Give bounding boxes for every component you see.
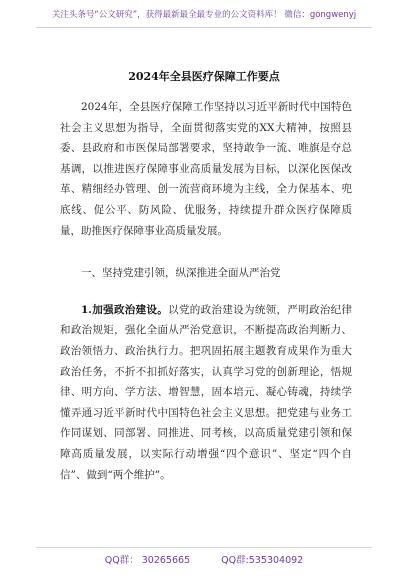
paragraph-spacer (60, 284, 352, 300)
item-1-label: 1.加强政治建设。 (81, 303, 169, 316)
item-1-paragraph (60, 300, 352, 485)
footer-divider (36, 547, 372, 548)
paragraph-spacer (60, 241, 352, 263)
footer (0, 552, 408, 566)
header-banner: 关注头条号“公文研究”，获得最新最全最专业的公文资料库！ 微信：gongwenyj (51, 10, 357, 20)
document-body (60, 97, 352, 485)
document-title: 2024年全县医疗保障工作要点 (128, 70, 280, 83)
section-heading-1: 一、坚持党建引领，纵深推进全面从严治党 (81, 267, 281, 280)
header-divider (36, 27, 372, 28)
footer-qq-group-2: QQ群:535304092 (221, 555, 304, 566)
intro-paragraph: 2024年，全县医疗保障工作坚持以习近平新时代中国特色社会主义思想为指导，全面贯彻落实党的XX大精神，按照县委、县政府和市医保局部署要求，坚持敢争一流、唯旗是夺总基调，以推进医疗保障事业高质量发展为目标，以深化医保改革、精细经办管理、创一流营商环境为主线，全力保基本、兜底线、促公平、防风险、优服务，持续提升群众医疗保障质量，助推医疗保障事业高质量发展。 (60, 101, 352, 237)
item-1-text: 以党的政治建设为统领，严明政治纪律和政治规矩，强化全面从严治党意识，不断提高政治判断力、政治领悟力、政治执行力。把巩固拓展主题教育成果作为重大政治任务，不折不扣抓好落实，认真学习党的创新理论，悟规律、明方向、学方法、增智慧，固本培元、凝心铸魂，持续学懂弄通习近平新时代中国特色社会主义思想。把党建与业务工作同谋划、同部署、同推进、同考核，以高质量党建引领和保障高质量发展，以实际行动增强“四个意识”、坚定“四个自信”、做到“两个维护”。 (60, 303, 352, 481)
footer-qq-group-1: QQ群： 30265665 (104, 555, 191, 566)
